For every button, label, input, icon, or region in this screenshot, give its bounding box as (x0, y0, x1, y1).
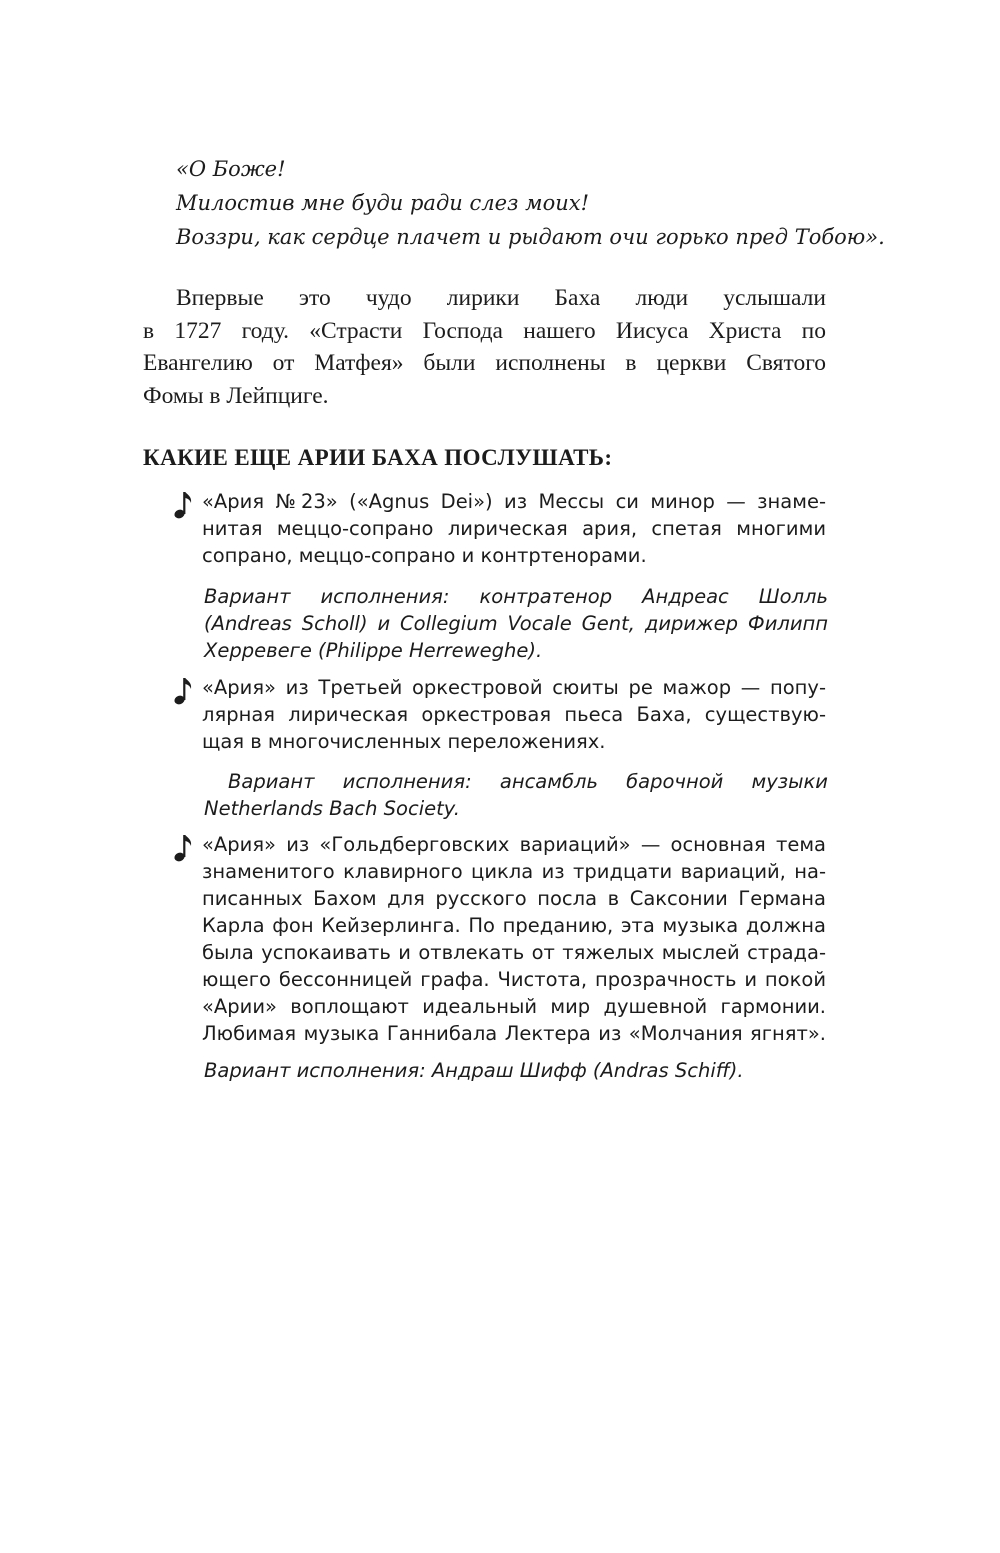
description-line: знаменитого клавирного цикла из тридцати вариаций, на- (202, 860, 826, 883)
paragraph-line: Евангелию от Матфея» были исполнены в церкви Святого (143, 350, 826, 376)
epigraph-line: «О Боже! (176, 157, 286, 181)
music-note-icon (173, 831, 195, 865)
aria-list-item (173, 831, 833, 1101)
description-line: «Ария №23» («Agnus Dei») из Мессы си минор — знаме- (202, 490, 826, 513)
aria-description (202, 674, 826, 755)
epigraph-quote (176, 152, 885, 254)
aria-list-item (173, 488, 833, 668)
description-line: сопрано, меццо-сопрано и контртенорами. (202, 544, 647, 567)
performance-variant (204, 768, 828, 822)
description-line: писанных Бахом для русского посла в Саксонии Германа (202, 887, 826, 910)
paragraph-line: Фомы в Лейпциге. (143, 382, 329, 409)
section-heading: КАКИЕ ЕЩЕ АРИИ БАХА ПОСЛУШАТЬ: (143, 445, 613, 470)
performance-variant (204, 1057, 828, 1084)
variant-line: Вариант исполнения: Андраш Шифф (Andras Schiff). (204, 1059, 744, 1082)
aria-description (202, 831, 826, 1047)
variant-line: Netherlands Bach Society. (204, 797, 460, 820)
aria-description (202, 488, 826, 569)
music-note-icon (173, 674, 195, 708)
description-line: Карла фон Кейзерлинга. По преданию, эта музыка должна (202, 914, 826, 937)
description-line: ющего бессонницей графа. Чистота, прозрачность и покой (202, 968, 826, 991)
description-line: «Ария» из «Гольдберговских вариаций» — основная тема (202, 833, 826, 856)
variant-line: Вариант исполнения: ансамбль барочной музыки (228, 770, 828, 793)
performance-variant (204, 583, 828, 664)
description-line: нитая меццо-сопрано лирическая ария, спетая многими (202, 517, 826, 540)
variant-line: Вариант исполнения: контратенор Андреас Шолль (204, 585, 828, 608)
description-line: Любимая музыка Ганнибала Лектера из «Молчания ягнят». (202, 1022, 826, 1045)
paragraph-line: в 1727 году. «Страсти Господа нашего Иисуса Христа по (143, 317, 826, 344)
variant-line: (Andreas Scholl) и Collegium Vocale Gent, дирижер Филипп (204, 612, 828, 635)
description-line: была успокаивать и отвлекать от тяжелых мыслей страда- (202, 941, 826, 964)
music-note-icon (173, 488, 195, 522)
intro-paragraph (143, 282, 826, 412)
description-line: лярная лирическая оркестровая пьеса Баха, существую- (202, 703, 826, 726)
variant-line: Херревеге (Philippe Herreweghe). (204, 639, 543, 662)
paragraph-line: Впервые это чудо лирики Баха люди услышали (176, 285, 826, 311)
description-line: «Арии» воплощают идеальный мир душевной гармонии. (202, 995, 826, 1018)
description-line: «Ария» из Третьей оркестровой сюиты ре мажор — попу- (202, 676, 826, 699)
epigraph-line: Воззри, как сердце плачет и рыдают очи горько пред Тобою». (176, 225, 885, 249)
aria-list-item (173, 674, 833, 824)
epigraph-line: Милостив мне буди ради слез моих! (176, 191, 590, 215)
description-line: щая в многочисленных переложениях. (202, 730, 606, 753)
